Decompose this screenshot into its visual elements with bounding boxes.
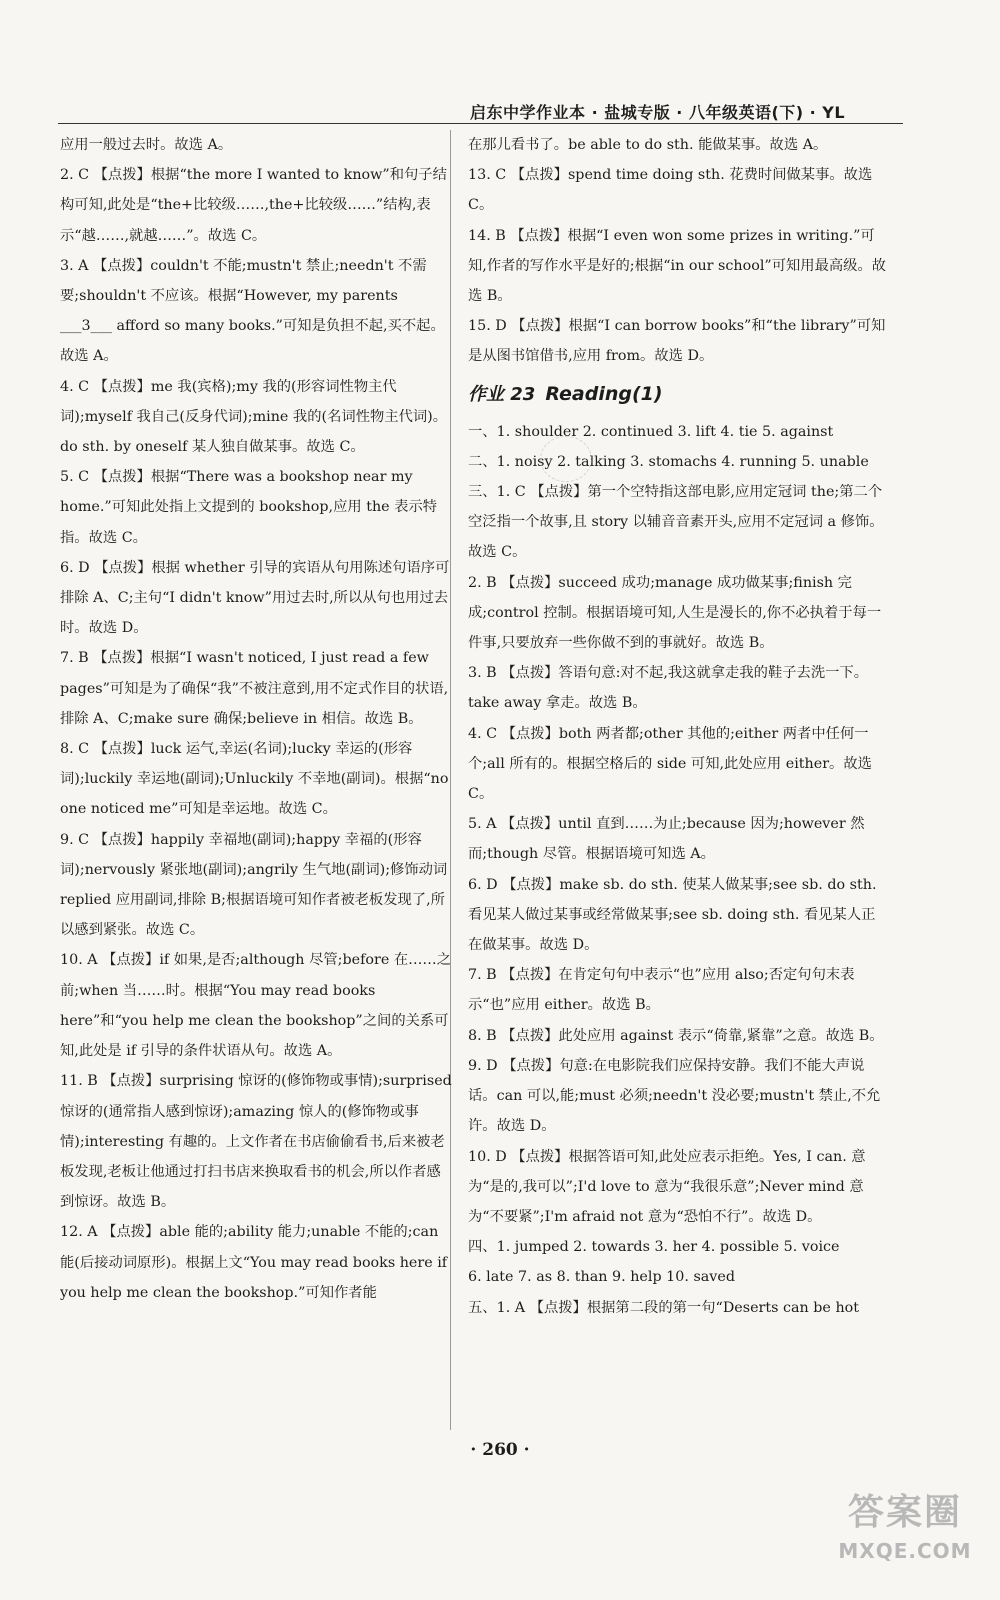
answer-item: 五、1. A 【点拨】根据第二段的第一句“Deserts can be hot <box>468 1299 859 1316</box>
watermark-logo <box>830 1488 980 1568</box>
answer-item: 7. B 【点拨】在肯定句句中表示“也”应用 also;否定句句末表示“也”应用 either。故选 B。 <box>468 967 855 1014</box>
answer-item: 6. D 【点拨】根据 whether 引导的宾语从句用陈述句语序可排除 A、C;主句“I didn't know”用过去时,所以从句也用过去时。故选 D。 <box>60 559 450 637</box>
answer-item: 8. B 【点拨】此处应用 against 表示“倚靠,紧靠”之意。故选 B。 <box>468 1027 884 1044</box>
section-title: Reading(1) <box>545 382 663 405</box>
answer-item: 应用一般过去时。故选 A。 <box>60 137 233 153</box>
answer-item: 5. A 【点拨】until 直到……为止;because 因为;however 然而;though 尽管。根据语境可知选 A。 <box>468 816 865 863</box>
right-column <box>468 130 888 1323</box>
answer-item: 12. A 【点拨】able 能的;ability 能力;unable 不能的;can 能(后接动词原形)。根据上文“You may read books here if you help me clean the bookshop.”可知作者能 <box>60 1224 448 1301</box>
answer-item: 2. C 【点拨】根据“the more I wanted to know”和句子结构可知,此处是“the+比较级……,the+比较级……”结构,表示“越……,就越……”。故选 C。 <box>60 167 447 244</box>
running-header: 启东中学作业本 · 盐城专版 · 八年级英语(下) · YL <box>470 103 846 122</box>
answer-item: 5. C 【点拨】根据“There was a bookshop near my home.”可知此处指上文提到的 bookshop,应用 the 表示特指。故选 C。 <box>60 469 438 546</box>
answer-item: 四、1. jumped 2. towards 3. her 4. possible 5. voice <box>468 1239 840 1256</box>
left-column <box>60 130 452 1308</box>
answer-item: 15. D 【点拨】根据“I can borrow books”和“the library”可知是从图书馆借书,应用 from。故选 D。 <box>468 318 886 365</box>
page-number: · 260 · <box>470 1440 530 1460</box>
answer-item: 10. D 【点拨】根据答语可知,此处应表示拒绝。Yes, I can. 意为“是的,我可以”;I'd love to 意为“我很乐意”;Never mind 意为“不要紧”;I'm afraid not 意为“恐怕不行”。故选 D。 <box>468 1148 866 1225</box>
answer-item: 8. C 【点拨】luck 运气,幸运(名词);lucky 幸运的(形容词);luckily 幸运地(副词);Unluckily 不幸地(副词)。根据“no one noticed me”可知是幸运地。故选 C。 <box>60 741 449 818</box>
answer-item: 10. A 【点拨】if 如果,是否;although 尽管;before 在……之前;when 当……时。根据“You may read books here”和“you help me clean the bookshop”之间的关系可知,此处是 if 引导的条件状语从句。故选 A。 <box>60 952 452 1060</box>
section-heading <box>468 374 888 415</box>
answer-item: 二、1. noisy 2. talking 3. stomachs 4. running 5. unable <box>468 453 869 470</box>
answer-item: 4. C 【点拨】both 两者都;other 其他的;either 两者中任何一个;all 所有的。根据空格后的 side 可知,此处应用 either。故选 C。 <box>468 725 872 803</box>
answer-item: 在那儿看书了。be able to do sth. 能做某事。故选 A。 <box>468 137 828 153</box>
answer-item: 3. A 【点拨】couldn't 不能;mustn't 禁止;needn't 不需要;shouldn't 不应该。根据“However, my parents ___3___ afford so many books.”可知是负担不起,买不起。故选 A。 <box>60 257 445 365</box>
answer-item: 11. B 【点拨】surprising 惊讶的(修饰物或事情);surprised 惊讶的(通常指人感到惊讶);amazing 惊人的(修饰物或事情);interesting 有趣的。上文作者在书店偷偷看书,后来被老板发现,老板让他通过打扫书店来换取看书的机会,所以作者感到惊讶。故选 B。 <box>60 1073 452 1211</box>
answer-item: 一、1. shoulder 2. continued 3. lift 4. tie 5. against <box>468 423 834 440</box>
answer-item: 2. B 【点拨】succeed 成功;manage 成功做某事;finish 完成;control 控制。根据语境可知,人生是漫长的,你不必执着于每一件事,只要放弃一些你做不到的事就好。故选 B。 <box>468 574 882 652</box>
section-label: 作业 23 <box>468 383 536 405</box>
answer-item: 14. B 【点拨】根据“I even won some prizes in writing.”可知,作者的写作水平是好的;根据“in our school”可知用最高级。故选 B。 <box>468 227 887 305</box>
answer-item: 6. D 【点拨】make sb. do sth. 使某人做某事;see sb. do sth. 看见某人做过某事或经常做某事;see sb. doing sth. 看见某人正在做某事。故选 D。 <box>468 876 877 954</box>
answer-item: 三、1. C 【点拨】第一个空特指这部电影,应用定冠词 the;第二个空泛指一个故事,且 story 以辅音音素开头,应用不定冠词 a 修饰。故选 C。 <box>468 484 884 561</box>
header-rule <box>58 123 903 124</box>
answer-item: 13. C 【点拨】spend time doing sth. 花费时间做某事。故选 C。 <box>468 167 873 214</box>
answer-item: 6. late 7. as 8. than 9. help 10. saved <box>468 1269 735 1286</box>
watermark-text: 答案圈 <box>847 1492 962 1533</box>
watermark-url: MXQE.COM <box>838 1539 972 1563</box>
answer-item: 3. B 【点拨】答语句意:对不起,我这就拿走我的鞋子去洗一下。take away 拿走。故选 B。 <box>468 665 869 712</box>
answer-item: 9. D 【点拨】句意:在电影院我们应保持安静。我们不能大声说话。can 可以,能;must 必须;needn't 没必要;mustn't 禁止,不允许。故选 D。 <box>468 1057 881 1135</box>
answer-item: 9. C 【点拨】happily 幸福地(副词);happy 幸福的(形容词);nervously 紧张地(副词);angrily 生气地(副词);修饰动词 replied 应用副词,排除 B;根据语境可知作者被老板发现了,所以感到紧张。故选 C。 <box>60 831 448 939</box>
answer-item: 7. B 【点拨】根据“I wasn't noticed, I just read a few pages”可知是为了确保“我”不被注意到,用不定式作目的状语,排除 A、C;make sure 确保;believe in 相信。故选 B。 <box>60 650 449 727</box>
stamp-mark <box>540 436 592 482</box>
answer-item: 4. C 【点拨】me 我(宾格);my 我的(形容词性物主代词);myself 我自己(反身代词);mine 我的(名词性物主代词)。do sth. by oneself 某人独自做某事。故选 C。 <box>60 378 448 456</box>
